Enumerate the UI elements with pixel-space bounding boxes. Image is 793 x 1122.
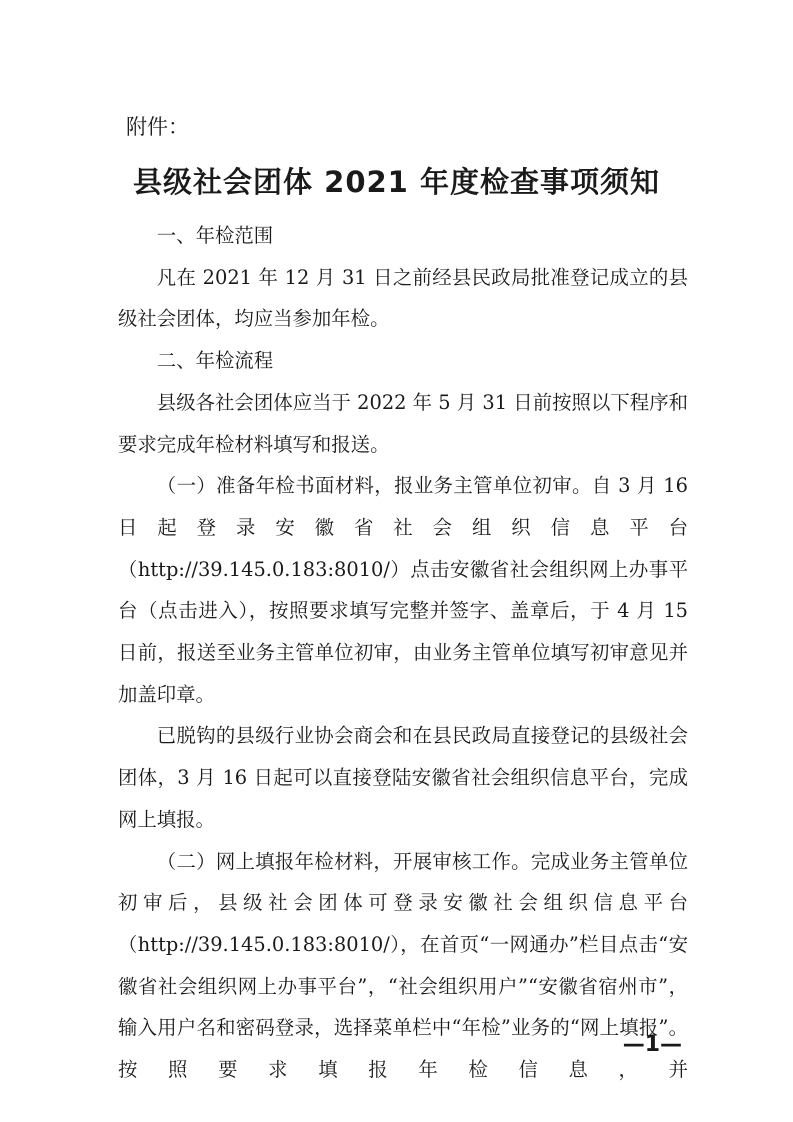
page-number: —1—: [622, 1032, 682, 1057]
document-title: 县级社会团体 2021 年度检查事项须知: [133, 165, 660, 199]
paragraph-scope: 凡在 2021 年 12 月 31 日之前经县民政局批准登记成立的县级社会团体，均应当参加年检。: [118, 265, 688, 331]
section-heading-scope: 一、年检范围: [156, 224, 274, 247]
paragraph-deadline: 县级各社会团体应当于 2022 年 5 月 31 日前按照以下程序和要求完成年检材料填写和报送。: [118, 390, 688, 456]
paragraph-step-one: （一）准备年检书面材料，报业务主管单位初审。自 3 月 16 日起登录安徽省社会组织信息平台（http://39.145.0.183:8010/）点击安徽省社会组织网上办事平台（点击进入），按照要求填写完整并签字、盖章后，于 4 月 15 日前，报送至业务主管单位初审，由业务主管单位填写初审意见并加盖印章。: [118, 474, 688, 706]
paragraph-step-two: （二）网上填报年检材料，开展审核工作。完成业务主管单位初审后，县级社会团体可登录安徽社会组织信息平台（http://39.145.0.183:8010/），在首页“一网通办”栏目点击“安徽省社会组织网上办事平台”，“社会组织用户”“安徽省宿州市”，输入用户名和密码登录，选择菜单栏中“年检”业务的“网上填报”。按照要求填报年检信息，并: [118, 849, 688, 1082]
attachment-label: 附件：: [126, 115, 189, 139]
document-body: [118, 215, 688, 1091]
paragraph-decoupled-associations: 已脱钩的县级行业协会商会和在县民政局直接登记的县级社会团体，3 月 16 日起可以直接登陆安徽省社会组织信息平台，完成网上填报。: [118, 724, 688, 831]
section-heading-process: 二、年检流程: [156, 349, 274, 373]
